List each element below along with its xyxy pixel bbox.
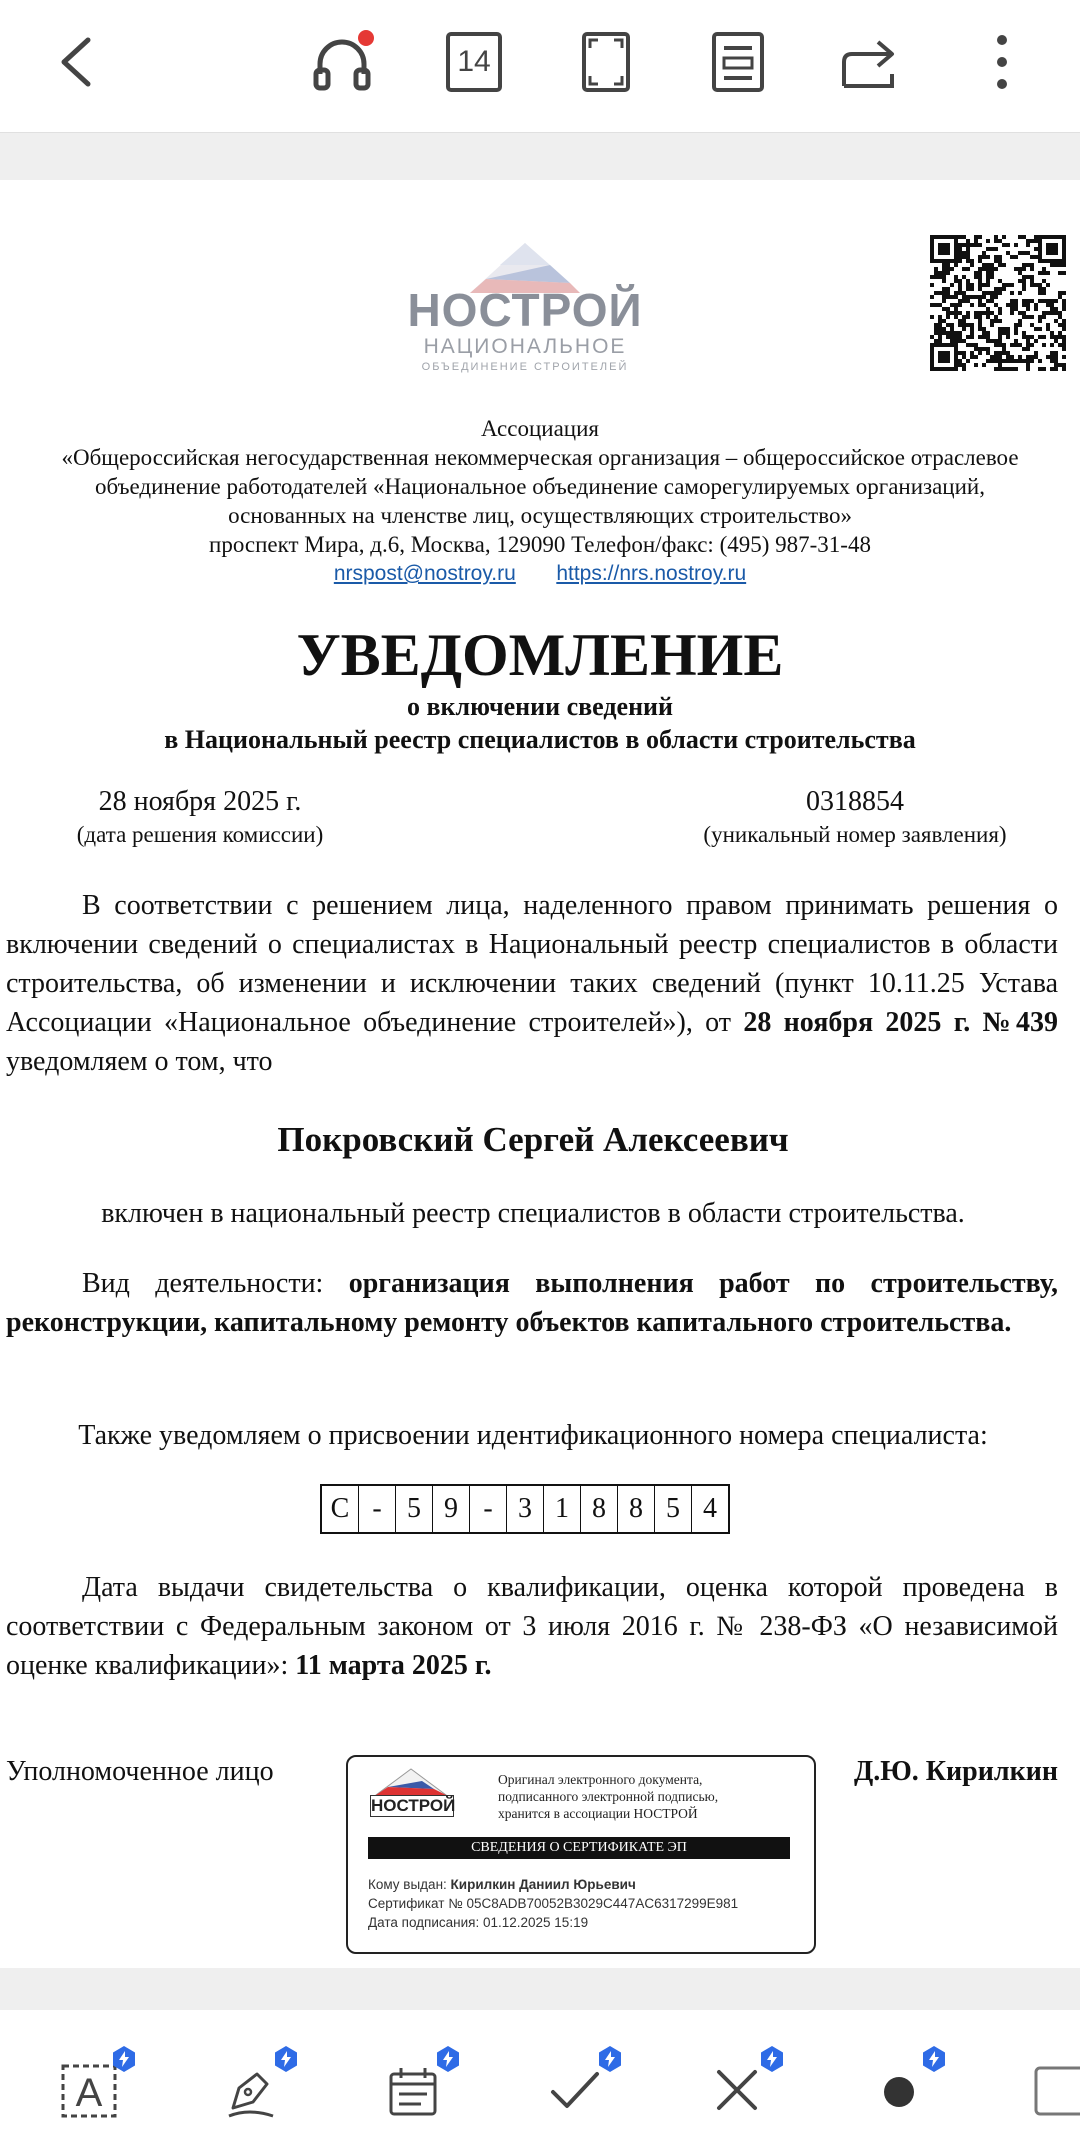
checkmark-tool[interactable]: [530, 2045, 620, 2135]
premium-badge-icon: [920, 2045, 948, 2073]
assoc-line-3: объединение работодателей «Национальное объединение саморегулируемых организаций,: [94, 474, 985, 499]
chevron-left-icon: [42, 26, 114, 98]
subtitle-2: в Национальный реестр специалистов в области строительства: [164, 725, 916, 754]
shape-tool[interactable]: [1030, 2045, 1080, 2135]
premium-badge-icon: [110, 2045, 138, 2073]
id-char-cell: С: [322, 1486, 359, 1532]
nostroy-logo: [400, 235, 650, 375]
stamp-line-3: хранится в ассоциации НОСТРОЙ: [498, 1806, 698, 1821]
para1-end: уведомляем о том, что: [6, 1046, 273, 1077]
stamp-tool[interactable]: [368, 2045, 458, 2135]
qr-code: [930, 235, 1066, 371]
email-link[interactable]: nrspost@nostroy.ru: [333, 562, 516, 585]
id-char-cell: 5: [655, 1486, 692, 1532]
activity-label: Вид деятельности:: [82, 1268, 324, 1299]
stamp-line-2: подписанного электронной подписью,: [498, 1789, 719, 1804]
qualification-date: 11 марта 2025 г.: [295, 1650, 492, 1681]
qr-code-icon: [930, 235, 1066, 371]
cert-label: Сертификат №: [368, 1896, 463, 1911]
stamp-logo-text: НОСТРОЙ: [371, 1796, 456, 1815]
decision-date: 28 ноября 2025 г.: [98, 786, 302, 817]
decision-ref: 28 ноября 2025 г. №439: [743, 1007, 1058, 1038]
assoc-line-2: «Общероссийская негосударственная некоммерческая организация – общероссийское отраслевое: [61, 445, 1019, 470]
stamp-logo: [370, 1767, 456, 1823]
notification-dot: [358, 30, 374, 46]
assoc-line-5: проспект Мира, д.6, Москва, 129090 Телефон/факс: (495) 987-31-48: [209, 532, 871, 557]
page-count-button[interactable]: [438, 26, 510, 98]
id-char-cell: 5: [396, 1486, 433, 1532]
subtitle-1: о включении сведений: [406, 692, 674, 721]
application-number-label: (уникальный номер заявления): [703, 822, 1007, 847]
more-vertical-icon: [966, 26, 1038, 98]
issued-label: Кому выдан:: [368, 1877, 447, 1892]
text-box-tool[interactable]: [44, 2045, 134, 2135]
stamp-cert-details: [368, 1875, 738, 1932]
top-toolbar: [0, 0, 1080, 132]
application-number: 0318854: [806, 786, 904, 817]
svg-text:A: A: [75, 2071, 103, 2115]
paragraph-activity: [6, 1264, 1058, 1342]
id-char-cell: 9: [433, 1486, 470, 1532]
premium-badge-icon: [758, 2045, 786, 2073]
page-count: 14: [457, 45, 491, 78]
reading-mode-icon: [702, 26, 774, 98]
listen-button[interactable]: [306, 26, 378, 98]
id-char-cell: -: [470, 1486, 507, 1532]
premium-badge-icon: [596, 2045, 624, 2073]
logo-text: НОСТРОЙ: [407, 284, 643, 336]
included-text: включен в национальный реестр специалистов в области строительства.: [101, 1198, 965, 1229]
stamp-original-note: [498, 1771, 798, 1822]
decision-date-label: (дата решения комиссии): [76, 822, 324, 847]
para3-text: Дата выдачи свидетельства о квалификации, оценка которой проведена в соответствии с Федеральным законом от 3 июля 2016 г. № 238-ФЗ «О независимой оценке квалификации»:: [6, 1572, 1058, 1681]
id-char-cell: -: [359, 1486, 396, 1532]
id-char-cell: 3: [507, 1486, 544, 1532]
para1-text: В соответствии с решением лица, наделенного правом принимать решения о включении сведений о специалистах в Национальный реестр специалистов в области строительства, об изменении и исключении таких сведений (пункт 10.11.25 Устава Ассоциации «Национальное объединение строителей»), от: [6, 890, 1058, 1038]
dot-tool[interactable]: [854, 2045, 944, 2135]
premium-badge-icon: [434, 2045, 462, 2073]
document-page: [0, 180, 1080, 1970]
person-name: Покровский Сергей Алексеевич: [277, 1120, 789, 1159]
page-gap-bottom: [0, 1968, 1080, 2010]
more-menu-button[interactable]: [966, 26, 1038, 98]
issued-value: Кирилкин Даниил Юрьевич: [450, 1877, 636, 1892]
stamp-cert-header: СВЕДЕНИЯ О СЕРТИФИКАТЕ ЭП: [368, 1837, 790, 1859]
specialist-id-boxes: [320, 1484, 730, 1534]
cross-tool[interactable]: [692, 2045, 782, 2135]
id-char-cell: 8: [581, 1486, 618, 1532]
id-char-cell: 8: [618, 1486, 655, 1532]
headphones-icon: [306, 26, 378, 98]
stamp-flag-icon: [370, 1767, 452, 1797]
activity-value: организация выполнения работ по строительству, реконструкции, капитальному ремонту объектов капитального строительства.: [6, 1268, 1059, 1338]
signature-tool[interactable]: [206, 2045, 296, 2135]
bottom-toolbar: [0, 2010, 1080, 2150]
assoc-line-4: основанных на членстве лиц, осуществляющих строительство»: [228, 503, 852, 528]
logo-subtitle-small: ОБЪЕДИНЕНИЕ СТРОИТЕЛЕЙ: [421, 361, 629, 373]
stamp-line-1: Оригинал электронного документа,: [498, 1772, 703, 1787]
paragraph-decision: [6, 886, 1058, 1081]
fullscreen-button[interactable]: [570, 26, 642, 98]
id-char-cell: 4: [703, 1493, 717, 1524]
assoc-line-1: Ассоциация: [481, 416, 599, 441]
id-char-cell: 1: [544, 1486, 581, 1532]
signer-label: Уполномоченное лицо: [6, 1756, 274, 1787]
page-gap-top: [0, 132, 1080, 181]
share-button[interactable]: [834, 26, 906, 98]
paragraph-qualification: [6, 1568, 1058, 1685]
cert-value: 05C8ADB70052B3029C447AC6317299E981: [466, 1896, 739, 1911]
association-header: [0, 414, 1080, 588]
logo-subtitle: НАЦИОНАЛЬНОЕ: [423, 335, 627, 358]
website-link[interactable]: https://nrs.nostroy.ru: [556, 562, 747, 585]
reading-mode-button[interactable]: [702, 26, 774, 98]
back-button[interactable]: [42, 26, 114, 98]
share-icon: [834, 26, 906, 98]
e-signature-stamp: [346, 1755, 816, 1954]
signer-name: Д.Ю. Кирилкин: [853, 1756, 1058, 1787]
fullscreen-icon: [570, 26, 642, 98]
sign-date-label: Дата подписания:: [368, 1915, 480, 1930]
sign-date-value: 01.12.2025 15:19: [482, 1915, 589, 1930]
document-title: УВЕДОМЛЕНИЕ: [296, 622, 784, 688]
id-intro-text: Также уведомляем о присвоении идентификационного номера специалиста:: [78, 1420, 988, 1451]
square-icon: [1030, 2058, 1080, 2122]
premium-badge-icon: [272, 2045, 300, 2073]
